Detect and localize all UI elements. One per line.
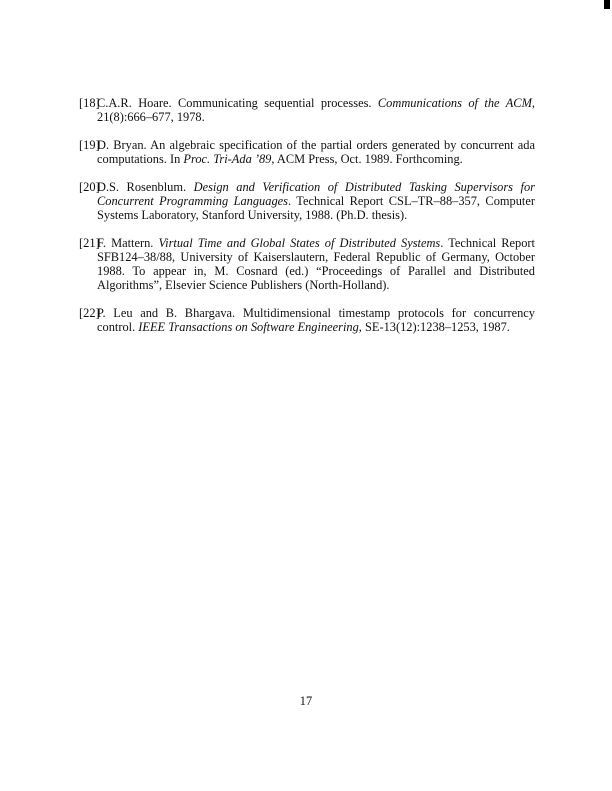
reference-venue: IEEE Transactions on Software Engineering bbox=[138, 320, 359, 334]
reference-text: C.A.R. Hoare. Communicating sequential processes. bbox=[97, 96, 378, 110]
reference-title: Virtual Time and Global States of Distributed Systems bbox=[158, 236, 441, 250]
reference-text: , SE-13(12):1238–1253, 1987. bbox=[358, 320, 510, 334]
reference-22 bbox=[79, 306, 535, 334]
reference-text: , 21(8):666–677, 1978. bbox=[97, 96, 535, 124]
reference-number: [21] bbox=[79, 236, 100, 250]
reference-title: Design and Verification of Distributed Tasking Supervisors for Concurrent Programming Languages bbox=[97, 180, 535, 208]
reference-number: [20] bbox=[79, 180, 100, 194]
reference-venue: Communications of the ACM bbox=[377, 96, 532, 110]
reference-number: [22] bbox=[79, 306, 100, 320]
reference-text: D. Bryan. An algebraic specification of the partial orders generated by concurrent ada computations. In bbox=[97, 138, 535, 166]
scan-mark bbox=[604, 0, 610, 9]
reference-text: F. Mattern. bbox=[97, 236, 159, 250]
reference-text: P. Leu and B. Bhargava. Multidimensional timestamp protocols for concurrency control. bbox=[97, 306, 535, 334]
reference-19 bbox=[79, 138, 535, 166]
reference-text: . Technical Report CSL–TR–88–357, Computer Systems Laboratory, Stanford University, 1988. (Ph.D. thesis). bbox=[97, 194, 535, 222]
reference-list bbox=[79, 96, 535, 348]
reference-21 bbox=[79, 236, 535, 292]
reference-number: [19] bbox=[79, 138, 100, 152]
reference-number: [18] bbox=[79, 96, 100, 110]
reference-text: D.S. Rosenblum. bbox=[97, 180, 194, 194]
reference-text: . Technical Report SFB124–38/88, University of Kaiserslautern, Federal Republic of Germany, October 1988. To appear in, M. Cosnard (ed.) “Proceedings of Parallel and Distributed Algorithms”, Elsevier Science Publishers (North-Holland). bbox=[97, 236, 536, 292]
reference-text: , ACM Press, Oct. 1989. Forthcoming. bbox=[271, 152, 463, 166]
page-number: 17 bbox=[299, 694, 313, 708]
reference-20 bbox=[79, 180, 535, 222]
reference-18 bbox=[79, 96, 535, 124]
reference-venue: Proc. Tri-Ada ’89 bbox=[183, 152, 272, 166]
